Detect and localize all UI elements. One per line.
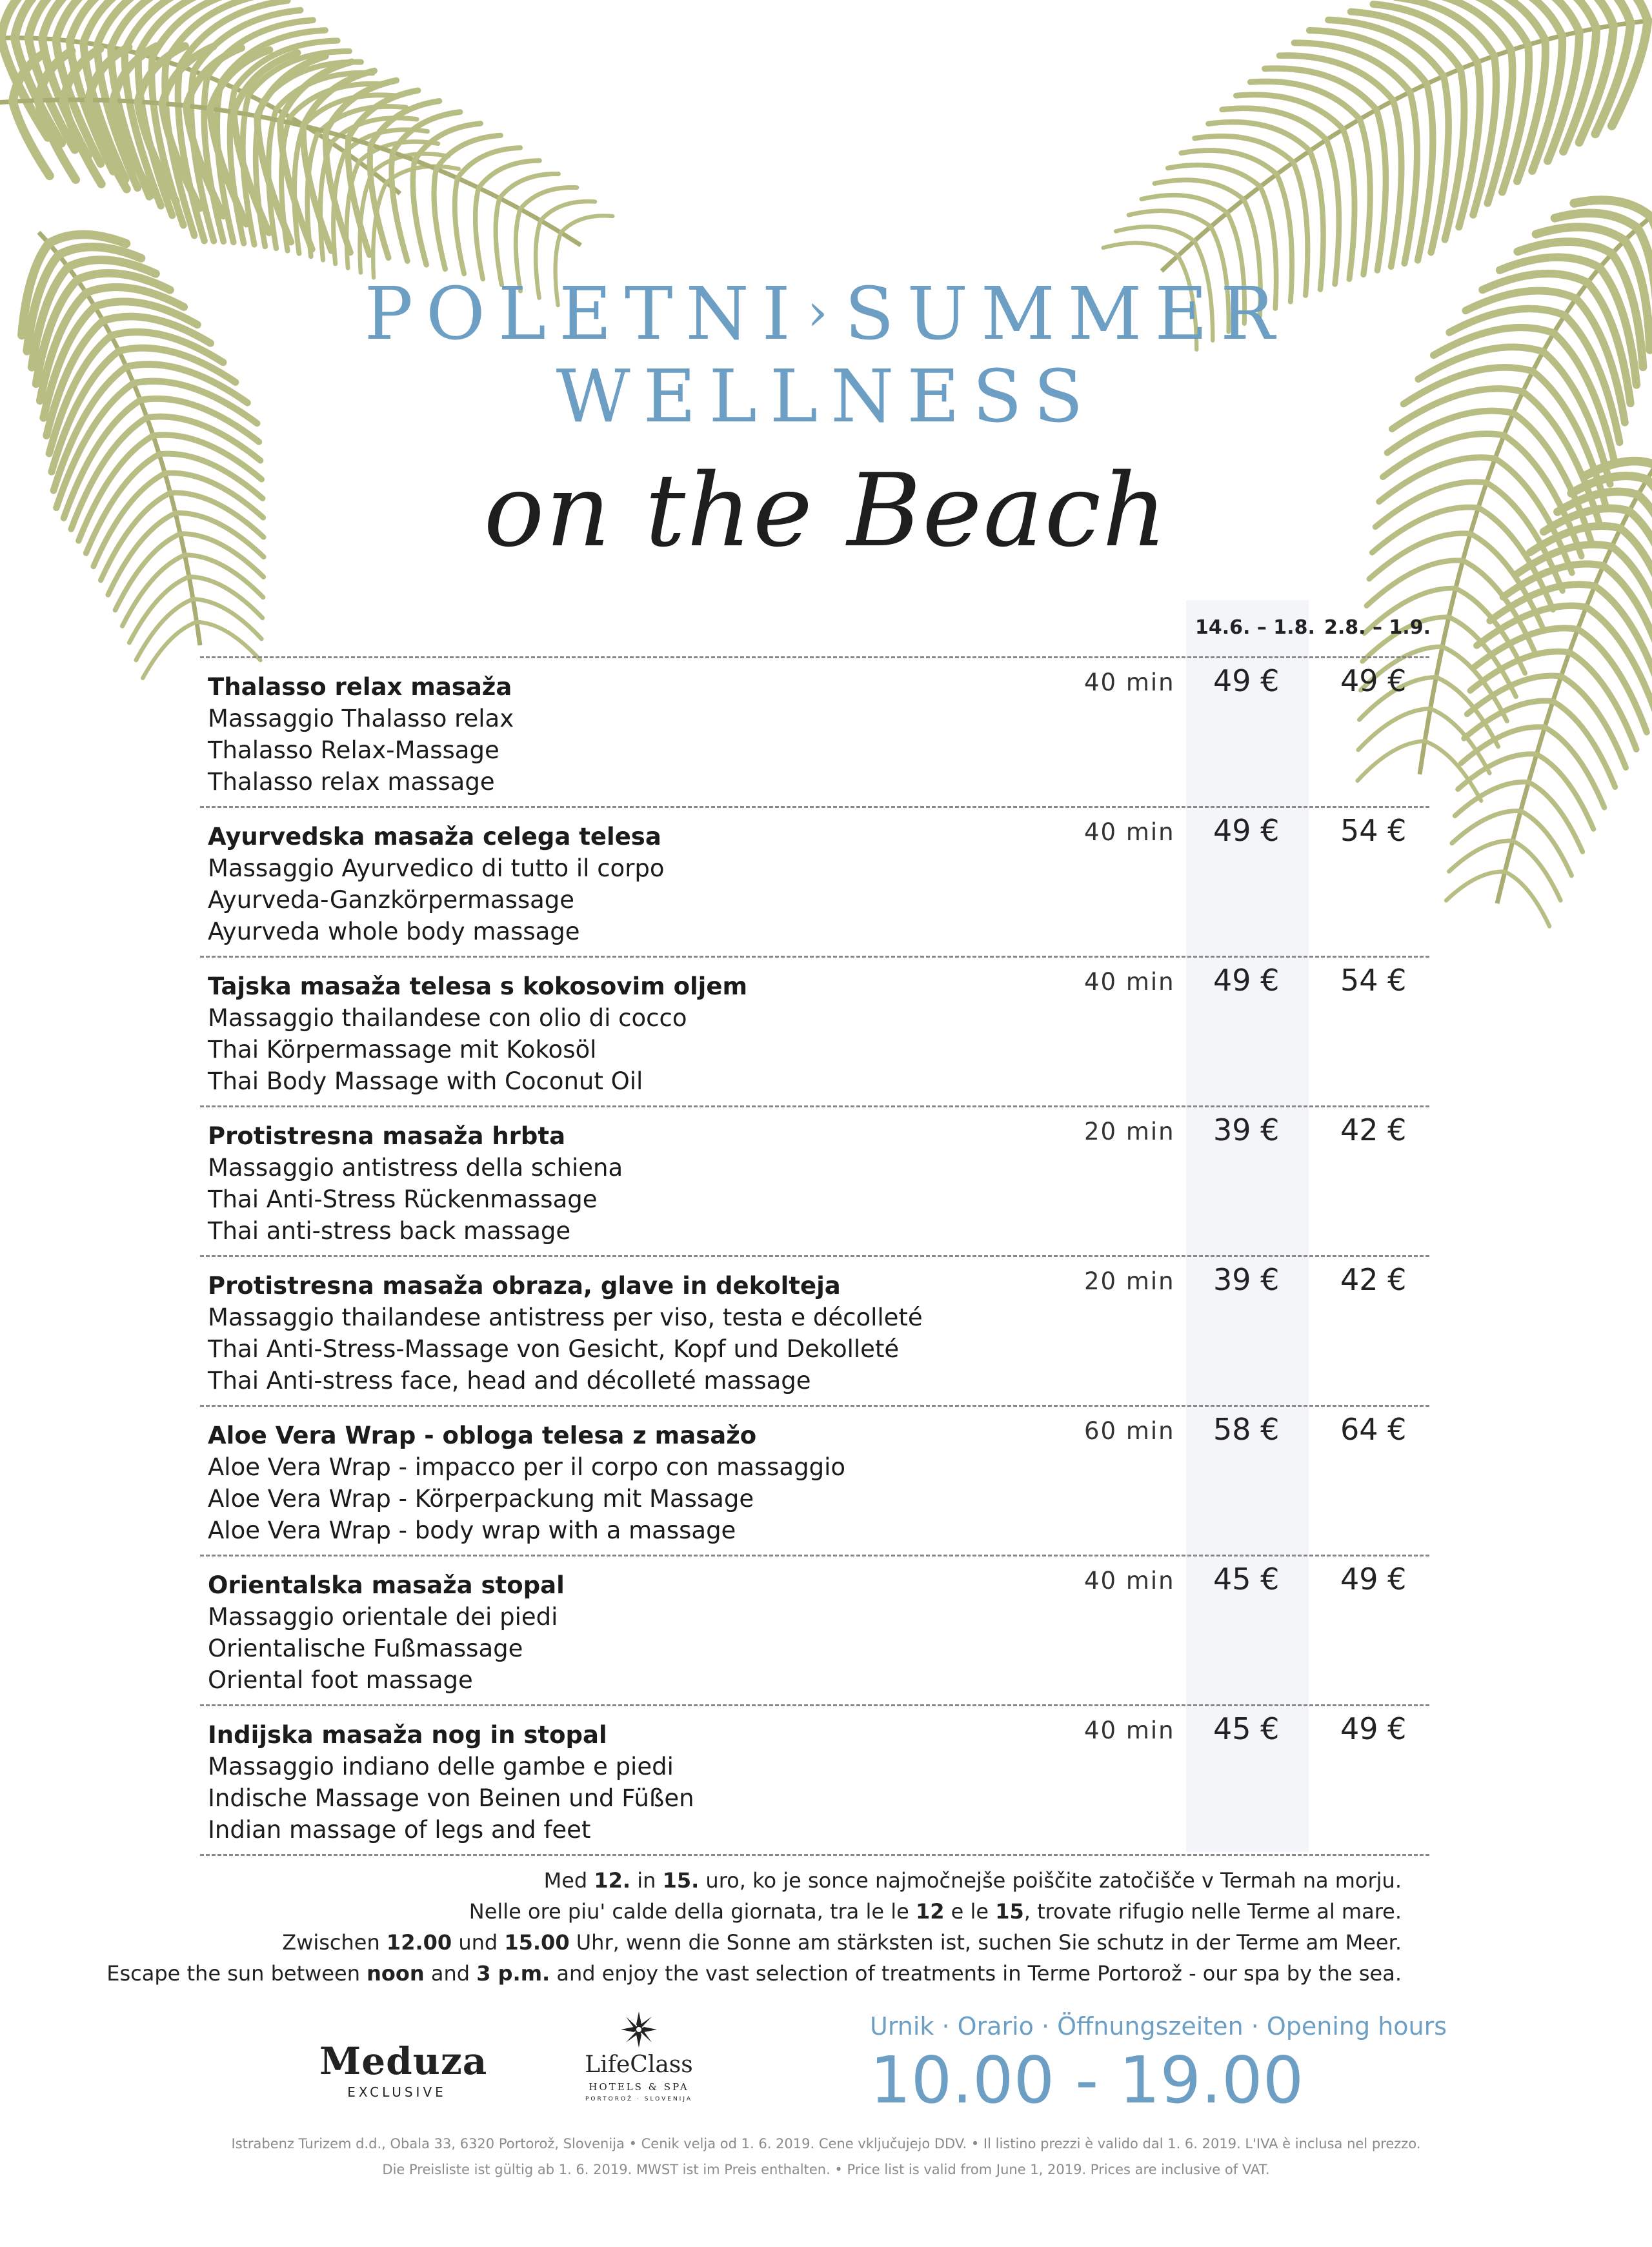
info-text: Nelle ore piu' calde della giornata, tra le le [468,1899,916,1924]
info-text: , trovate rifugio nelle Terme al mare. [1023,1899,1402,1924]
info-text: uro, ko je sonce najmočnejše poiščite zatočišče v Termah na morju. [699,1868,1402,1893]
opening-hours-value: 10.00 - 19.00 [870,2042,1304,2118]
treatment-name-en: Thai anti-stress back massage [208,1217,571,1245]
lifeclass-star-icon [620,2010,658,2049]
treatment-price-period-1: 58 € [1213,1412,1280,1447]
info-line-en [106,1958,1402,1989]
treatment-name-it: Massaggio Ayurvedico di tutto il corpo [208,854,665,882]
treatment-price-period-1: 39 € [1213,1113,1280,1147]
treatment-row [200,958,1429,1107]
treatment-price-period-2: 42 € [1340,1113,1407,1147]
treatment-price-period-2: 49 € [1340,663,1407,698]
treatment-name-en: Thai Anti-stress face, head and décolleté massage [208,1367,811,1395]
treatment-name: Protistresna masaža hrbta [208,1122,566,1150]
treatment-name-de: Aloe Vera Wrap - Körperpackung mit Massage [208,1485,754,1513]
info-time: 15.00 [504,1930,570,1955]
info-text: e le [944,1899,996,1924]
treatment-name-en: Ayurveda whole body massage [208,918,580,945]
info-text: and [424,1961,477,1986]
treatment-price-period-1: 49 € [1213,813,1280,848]
treatment-row [200,808,1429,958]
treatment-name-it: Aloe Vera Wrap - impacco per il corpo con massaggio [208,1453,845,1481]
treatment-price-period-2: 49 € [1340,1562,1407,1597]
info-time: 12.00 [386,1930,452,1955]
title-line-2: WELLNESS [556,355,1096,439]
treatment-price-period-2: 64 € [1340,1412,1407,1447]
treatment-name-de: Thai Anti-Stress-Massage von Gesicht, Kopf und Dekolleté [208,1335,900,1363]
treatment-price-period-2: 49 € [1340,1711,1407,1746]
opening-hours-label: Urnik · Orario · Öffnungszeiten · Opening hours [870,2012,1447,2040]
treatment-price-period-1: 39 € [1213,1262,1280,1297]
treatment-row [200,1407,1429,1557]
treatment-name: Aloe Vera Wrap - obloga telesa z masažo [208,1422,757,1449]
treatment-name-en: Thai Body Massage with Coconut Oil [208,1067,643,1095]
info-text: und [452,1930,505,1955]
midday-info [106,1865,1402,1989]
treatment-price-period-1: 49 € [1213,963,1280,998]
row-divider [200,1854,1429,1856]
footer-legal [0,2131,1652,2182]
period-header-1: 14.6. – 1.8. [1195,616,1315,639]
title-word-summer: SUMMER [844,272,1288,356]
title-separator: › [807,282,841,342]
treatment-duration: 40 min [1084,669,1175,696]
meduza-logo-sub: EXCLUSIVE [347,2084,447,2100]
info-time: 3 p.m. [476,1961,550,1986]
treatment-name: Thalasso relax masaža [208,673,512,701]
info-time: 15. [662,1868,700,1893]
treatment-row [200,1706,1429,1856]
meduza-logo-name: Meduza [319,2039,488,2083]
treatment-name: Protistresna masaža obraza, glave in dekolteja [208,1272,841,1300]
treatment-name-it: Massaggio thailandese con olio di cocco [208,1004,687,1032]
treatment-row [200,1557,1429,1706]
info-time: 12 [915,1899,945,1924]
lifeclass-logo [568,2010,710,2113]
info-time: 12. [594,1868,631,1893]
treatment-row [200,1257,1429,1407]
treatment-name-de: Ayurveda-Ganzkörpermassage [208,886,575,914]
info-text: and enjoy the vast selection of treatments in Terme Portorož - our spa by the sea. [550,1961,1402,1986]
page-title [0,271,1652,438]
treatment-name-en: Thalasso relax massage [208,768,495,796]
treatment-name: Ayurvedska masaža celega telesa [208,823,661,851]
treatment-name-it: Massaggio Thalasso relax [208,705,514,732]
footer-line-2: Die Preisliste ist gültig ab 1. 6. 2019. MWST ist im Preis enthalten. • Price list is valid from June 1, 2019. Prices are inclusive of VAT. [382,2162,1270,2177]
treatment-duration: 40 min [1084,1717,1175,1744]
period-header-2: 2.8. – 1.9. [1324,616,1431,639]
treatment-price-period-1: 45 € [1213,1711,1280,1746]
treatment-name-it: Massaggio antistress della schiena [208,1154,623,1182]
footer-line-1: Istrabenz Turizem d.d., Obala 33, 6320 Portorož, Slovenija • Cenik velja od 1. 6. 2019. Cene vključujejo DDV. • Il listino prezzi è valido dal 1. 6. 2019. L'IVA è inclusa nel prezzo. [231,2136,1421,2151]
treatment-name-de: Orientalische Fußmassage [208,1635,523,1662]
lifeclass-logo-sub: HOTELS & SPA [589,2081,689,2093]
meduza-logo [319,2039,488,2104]
treatment-name-de: Indische Massage von Beinen und Füßen [208,1784,694,1812]
treatment-name-de: Thai Körpermassage mit Kokosöl [208,1036,597,1063]
treatment-duration: 20 min [1084,1118,1175,1145]
treatment-duration: 40 min [1084,968,1175,996]
treatment-name-it: Massaggio indiano delle gambe e piedi [208,1753,674,1780]
info-text: Escape the sun between [106,1961,367,1986]
treatment-row [200,658,1429,808]
treatment-name-de: Thalasso Relax-Massage [208,736,499,764]
treatment-duration: 60 min [1084,1417,1175,1445]
treatment-duration: 40 min [1084,1567,1175,1595]
treatment-price-period-2: 42 € [1340,1262,1407,1297]
treatment-price-period-1: 45 € [1213,1562,1280,1597]
info-text: Uhr, wenn die Sonne am stärksten ist, suchen Sie schutz in der Terme am Meer. [569,1930,1402,1955]
treatment-duration: 40 min [1084,818,1175,846]
treatment-name-it: Massaggio orientale dei piedi [208,1603,558,1631]
treatment-name: Tajska masaža telesa s kokosovim oljem [208,972,748,1000]
treatment-name: Orientalska masaža stopal [208,1571,565,1599]
lifeclass-logo-name: LifeClass [585,2051,693,2078]
info-text: Zwischen [282,1930,387,1955]
treatment-price-period-2: 54 € [1340,963,1407,998]
info-text: Med [543,1868,594,1893]
treatment-name-en: Aloe Vera Wrap - body wrap with a massage [208,1516,736,1544]
lifeclass-logo-place: PORTOROŽ · SLOVENIJA [585,2096,692,2102]
info-line-it [106,1896,1402,1927]
treatment-name-en: Indian massage of legs and feet [208,1816,591,1844]
treatment-name: Indijska masaža nog in stopal [208,1721,607,1749]
page-subtitle: on the Beach [483,452,1169,569]
info-text: in [630,1868,663,1893]
title-word-poletni: POLETNI [364,272,803,356]
treatment-duration: 20 min [1084,1267,1175,1295]
treatment-name-it: Massaggio thailandese antistress per viso, testa e décolleté [208,1304,923,1331]
info-time: 15 [995,1899,1024,1924]
treatment-name-de: Thai Anti-Stress Rückenmassage [208,1185,598,1213]
treatment-row [200,1107,1429,1257]
treatment-price-period-2: 54 € [1340,813,1407,848]
info-time: noon [367,1961,425,1986]
treatment-name-en: Oriental foot massage [208,1666,473,1694]
title-line-1 [0,271,1652,356]
info-line-sl [106,1865,1402,1896]
treatment-price-period-1: 49 € [1213,663,1280,698]
info-line-de [106,1927,1402,1958]
